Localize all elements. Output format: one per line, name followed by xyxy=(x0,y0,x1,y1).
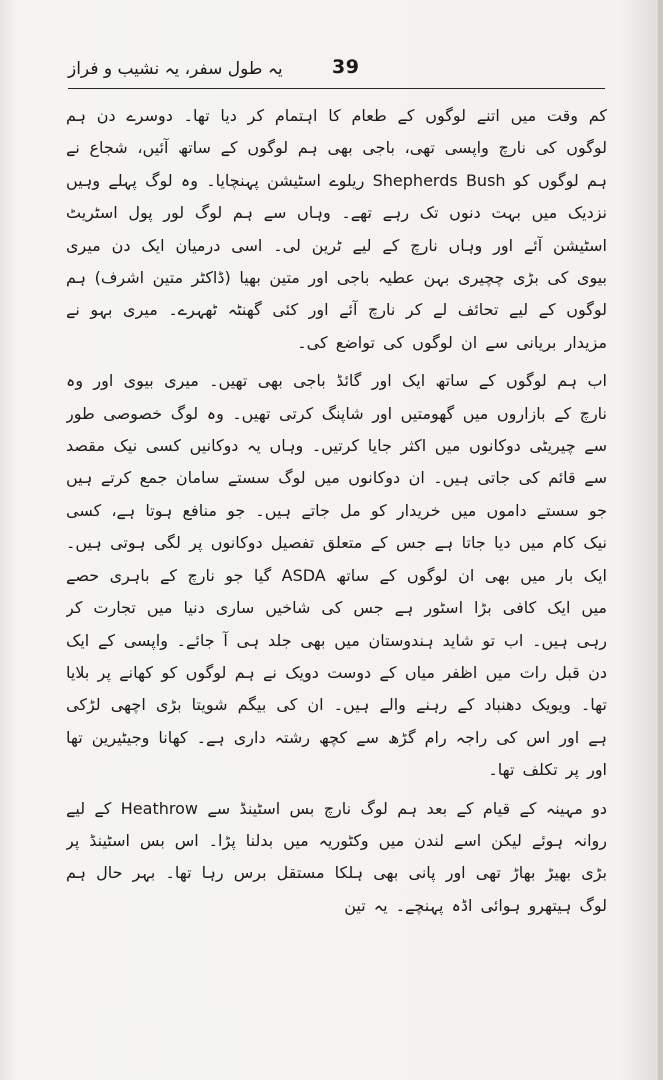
body-text xyxy=(66,100,607,960)
page-number: 39 xyxy=(332,56,360,78)
paragraph: اب ہم لوگوں کے ساتھ ایک اور گائڈ باجی بھی تھیں۔ میری بیوی اور وہ نارچ کے بازاروں میں گھومتیں اور شاپنگ کرتی تھیں۔ وہ لوگ خصوصی طور سے چیریٹی دوکانوں میں اکثر جایا کرتیں۔ وہاں یہ دوکانیں کسی نیک مقصد سے قائم کی جاتی ہیں۔ ان دوکانوں میں لوگ سستے سامان جمع کرتے ہیں جو سستے داموں میں خریدار کو مل جاتے ہیں۔ جو منافع ہوتا ہے، کسی نیک کام میں دیا جاتا ہے جس کے متعلق تفصیل دوکانوں پر لگی ہوتی ہیں۔ ایک بار میں بھی ان لوگوں کے ساتھ ASDA گیا جو نارچ کے باہری حصے میں ایک کافی بڑا اسٹور ہے جس کی شاخیں ساری دنیا میں تجارت کر رہی ہیں۔ اب تو شاید ہندوستان میں بھی جلد ہی آ جائے۔ واپسی کے ایک دن قبل رات میں اظفر میاں کے دوست دویک نے ہم لوگوں کو کھانے پر بلایا تھا۔ ویویک دھنباد کے رہنے والے ہیں۔ ان کی بیگم شویتا بڑی اچھی لڑکی ہے اور اس کی راجہ رام گڑھ سے کچھ رشتہ داری ہے۔ کھانا وجیٹیرین تھا اور پر تکلف تھا۔ xyxy=(66,371,607,780)
page-edge xyxy=(658,0,663,1080)
running-title: یہ طول سفر، یہ نشیب و فراز xyxy=(68,59,283,79)
page-header xyxy=(68,52,605,89)
paragraph: کم وقت میں اتنے لوگوں کے طعام کا اہتمام کر دیا تھا۔ دوسرے دن ہم لوگوں کی نارچ واپسی تھی، باجی بھی ہم لوگوں کے ساتھ آئیں، شجاع نے ہم لوگوں کو Shepherds Bush ریلوے اسٹیشن پہنچایا۔ وہ لوگ پہلے وہیں نزدیک میں بہت دنوں تک رہے تھے۔ وہاں سے ہم لوگ لور پول اسٹریٹ اسٹیشن آئے اور وہاں نارچ کے لیے ٹرین لی۔ اسی درمیان ایک دن میری بیوی کی بڑی چچیری بہن عطیہ باجی اور متین بھیا (ڈاکٹر متین اشرف) ہم لوگوں کے لیے تحائف لے کر نارچ آئے اور کئی گھنٹہ ٹھہرے۔ میری بہو نے مزیدار بریانی سے ان لوگوں کی تواضع کی۔ xyxy=(66,106,607,352)
paragraph: دو مہینہ کے قیام کے بعد ہم لوگ نارچ بس اسٹینڈ سے Heathrow کے لیے روانہ ہوئے لیکن اسے لندن میں وکٹوریہ میں بدلنا پڑا۔ اس بس اسٹینڈ پر بڑی بھیڑ بھاڑ تھی اور پانی بھی ہلکا مستقل برس رہا تھا۔ بہر حال ہم لوگ ہیتھرو ہوائی اڈہ پہنچے۔ یہ تین xyxy=(66,798,607,915)
